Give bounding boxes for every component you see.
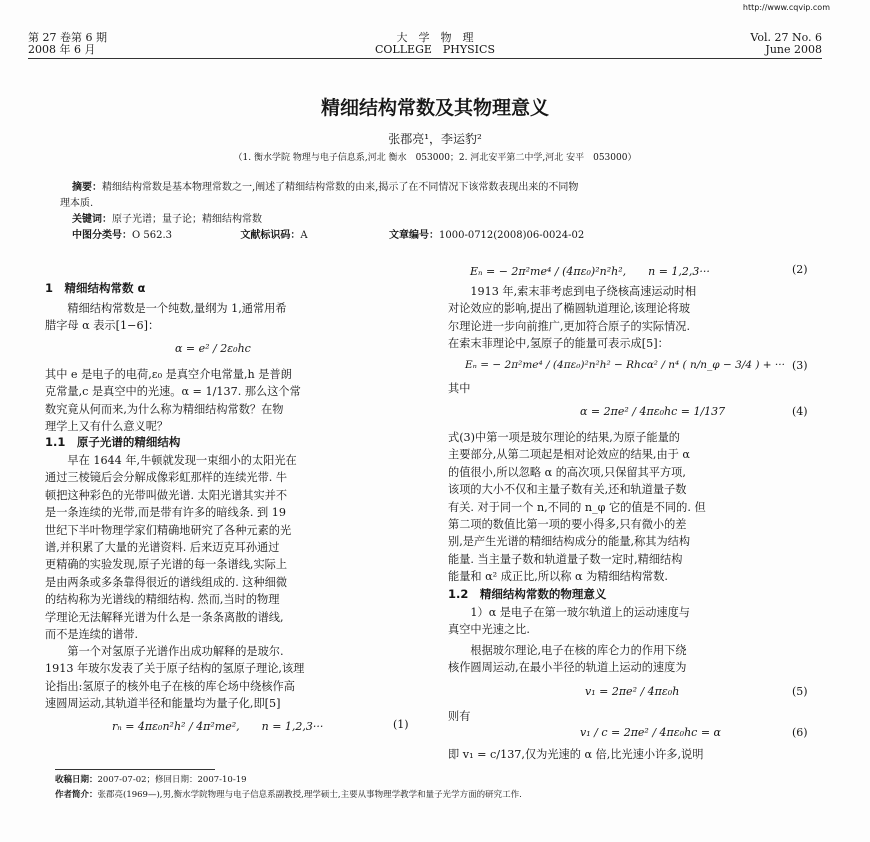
section-1-heading: 1 精细结构常数 α xyxy=(45,281,146,295)
right-paragraph-3 xyxy=(448,604,690,639)
then-text: 则有 xyxy=(448,710,471,723)
equation-2: Eₙ = − 2π²me⁴ / (4πε₀)²n²h², n = 1,2,3··· xyxy=(470,265,710,278)
dates-text: 2007-07-02；修回日期：2007-10-19 xyxy=(97,775,247,785)
text-line: 尔理论进一步向前推广,更加符合原子的实际情况. xyxy=(448,319,691,333)
equation-3-number: (3) xyxy=(792,359,808,372)
source-url[interactable]: http://www.cqvip.com xyxy=(742,3,830,12)
journal-name-zh: 大 学 物 理 xyxy=(396,31,474,44)
text-line: 别,是产生光谱的精细结构成分的能量,称其为结构 xyxy=(448,535,691,549)
footnote-author-bio xyxy=(55,788,522,800)
author-bio-label: 作者简介： xyxy=(55,790,98,800)
right-paragraph-5: 即 v₁ = c/137,仅为光速的 α 倍,比光速小许多,说明 xyxy=(448,748,704,761)
text-line: 能量和 α² 成正比,所以称 α 为精细结构常数. xyxy=(448,570,668,584)
volume-issue-en: Vol. 27 No. 6 xyxy=(750,31,822,44)
text-line: 其中 e 是电子的电荷,ε₀ 是真空介电常量,h 是普朗 xyxy=(45,368,292,381)
text-line: 腊字母 α 表示[1−6]： xyxy=(45,319,160,333)
author-affiliation: （1. 衡水学院 物理与电子信息系,河北 衡水 053000；2. 河北安平第二中学,河北 安平 053000） xyxy=(233,153,637,163)
text-line: 而不是连续的谱带. xyxy=(45,628,139,642)
text-line: 有关. 对于同一个 n,不同的 n_φ 它的值是不同的. 但 xyxy=(448,500,706,514)
clc-value: O 562.3 xyxy=(132,230,173,241)
section-1-1-heading: 1.1 原子光谱的精细结构 xyxy=(45,435,181,449)
left-paragraph-2 xyxy=(45,366,301,436)
text-line: 速圆周运动,其轨道半径和能量均为量子化,即[5] xyxy=(45,697,281,711)
left-paragraph-4 xyxy=(45,643,304,713)
right-paragraph-1 xyxy=(448,283,696,353)
text-line: 克常量,c 是真空中的光速。α = 1/137. 那么这个常 xyxy=(45,385,301,399)
header-divider xyxy=(28,58,822,59)
article-number-value: 1000-0712(2008)06-0024-02 xyxy=(439,230,585,241)
text-line: 主要部分,从第二项起是相对论效应的结果,由于 α xyxy=(448,448,690,462)
journal-name-en: COLLEGE PHYSICS xyxy=(375,43,495,56)
equation-1: rₙ = 4πε₀n²h² / 4π²me², n = 1,2,3··· xyxy=(112,720,324,733)
text-line: 能量. 当主量子数和轨道量子数一定时,精细结构 xyxy=(448,552,683,566)
journal-name xyxy=(0,32,870,56)
clc-label: 中图分类号： xyxy=(72,230,132,241)
left-paragraph-3 xyxy=(45,452,297,643)
keywords-label: 关键词： xyxy=(72,214,112,225)
text-line: 根据玻尔理论,电子在核的库仑力的作用下绕 xyxy=(470,644,687,657)
issue-date-en: June 2008 xyxy=(765,43,822,56)
text-line: 理学上又有什么意义呢？ xyxy=(45,420,169,434)
text-line: 顿把这种彩色的光带叫做光谱. 太阳光谱其实并不 xyxy=(45,488,288,502)
equation-alpha: α = e² / 2ε₀hc xyxy=(175,342,251,355)
footnote-dates xyxy=(55,773,247,785)
article-number-label: 文章编号： xyxy=(389,230,439,241)
equation-5-number: (5) xyxy=(792,685,808,698)
equation-4-number: (4) xyxy=(792,405,808,418)
text-line: 核作圆周运动,在最小半径的轨道上运动的速度为 xyxy=(448,661,687,675)
issue-date: 2008 年 6 月 xyxy=(28,43,96,56)
text-line: 数究竟从何而来,为什么称为精细结构常数？在物 xyxy=(45,402,284,416)
right-paragraph-4 xyxy=(448,642,687,677)
text-line: 1913 年,索末菲考虑到电子绕核高速运动时相 xyxy=(470,285,697,298)
journal-issue-en xyxy=(750,32,822,56)
author-bio-text: 张郡亮(1969—),男,衡水学院物理与电子信息系副教授,理学硕士,主要从事物理学教学和量子光学方面的研究工作. xyxy=(97,790,522,800)
abstract-line-1: 精细结构常数是基本物理常数之一,阐述了精细结构常数的由来,揭示了在不同情况下该常数表现出来的不同物 xyxy=(102,182,579,193)
text-line: 1）α 是电子在第一玻尔轨道上的运动速度与 xyxy=(470,606,690,619)
text-line: 是由两条或多条靠得很近的谱线组成的. 这种细微 xyxy=(45,575,288,589)
text-line: 的值很小,所以忽略 α 的高次项,只保留其平方项, xyxy=(448,465,686,479)
section-1-2-heading: 1.2 精细结构常数的物理意义 xyxy=(448,587,607,601)
where-text: 其中 xyxy=(448,382,471,395)
text-line: 早在 1644 年,牛顿就发现一束细小的太阳光在 xyxy=(67,454,297,467)
keywords-text: 原子光谱；量子论；精细结构常数 xyxy=(112,214,262,225)
left-paragraph-1 xyxy=(45,300,287,335)
paper-title: 精细结构常数及其物理意义 xyxy=(320,97,549,119)
dates-label: 收稿日期： xyxy=(55,775,98,785)
equation-1-number: (1) xyxy=(393,718,409,731)
text-line: 对论效应的影响,提出了椭圆轨道理论,该理论将玻 xyxy=(448,302,691,316)
text-line: 更精确的实验发现,原子光谱的每一条谱线,实际上 xyxy=(45,558,288,572)
right-paragraph-2 xyxy=(448,429,706,586)
text-line: 学理论无法解释光谱为什么是一条条离散的谱线, xyxy=(45,610,284,624)
doc-code-value: A xyxy=(300,230,308,241)
equation-2-number: (2) xyxy=(792,263,808,276)
text-line: 第二项的数值比第一项的要小得多,只有微小的差 xyxy=(448,518,687,532)
text-line: 第一个对氢原子光谱作出成功解释的是玻尔. xyxy=(67,645,284,658)
text-line: 通过三棱镜后会分解成像彩虹那样的连续光带. 牛 xyxy=(45,471,288,485)
text-line: 在索末菲理论中,氢原子的能量可表示成[5]： xyxy=(448,337,669,351)
equation-4: α = 2πe² / 4πε₀hc = 1/137 xyxy=(580,405,726,418)
footnote-divider xyxy=(55,769,215,770)
text-line: 谱,并积累了大量的光谱资料. 后来迈克耳孙通过 xyxy=(45,541,280,555)
text-line: 是一条连续的光带,而是带有许多的暗线条. 到 19 xyxy=(45,506,287,520)
abstract-label: 摘要： xyxy=(72,182,102,193)
text-line: 1913 年玻尔发表了关于原子结构的氢原子理论,该理 xyxy=(45,662,305,676)
text-line: 的结构称为光谱线的精细结构. 然而,当时的物理 xyxy=(45,593,280,607)
text-line: 真空中光速之比. xyxy=(448,623,530,637)
text-line: 论指出:氢原子的核外电子在核的库仑场中绕核作高 xyxy=(45,679,295,693)
equation-6-number: (6) xyxy=(792,726,808,739)
abstract xyxy=(60,180,585,244)
paper-authors: 张郡亮¹，李运豹² xyxy=(388,132,482,146)
volume-issue: 第 27 卷第 6 期 xyxy=(28,31,107,44)
equation-6: v₁ / c = 2πe² / 4πε₀hc = α xyxy=(580,726,721,739)
doc-code-label: 文献标识码： xyxy=(240,230,301,241)
text-line: 式(3)中第一项是玻尔理论的结果,为原子能量的 xyxy=(448,431,680,444)
abstract-line-2: 理本质. xyxy=(60,198,94,209)
equation-5: v₁ = 2πe² / 4πε₀h xyxy=(585,685,680,698)
text-line: 精细结构常数是一个纯数,量纲为 1,通常用希 xyxy=(67,302,287,315)
text-line: 该项的大小不仅和主量子数有关,还和轨道量子数 xyxy=(448,483,687,497)
equation-3: Eₙ = − 2π²me⁴ / (4πε₀)²n²h² − Rhcα² / n⁴ ( n/n_φ − 3/4 ) + ··· xyxy=(465,359,785,371)
text-line: 世纪下半叶物理学家们精确地研究了各种元素的光 xyxy=(45,523,292,537)
